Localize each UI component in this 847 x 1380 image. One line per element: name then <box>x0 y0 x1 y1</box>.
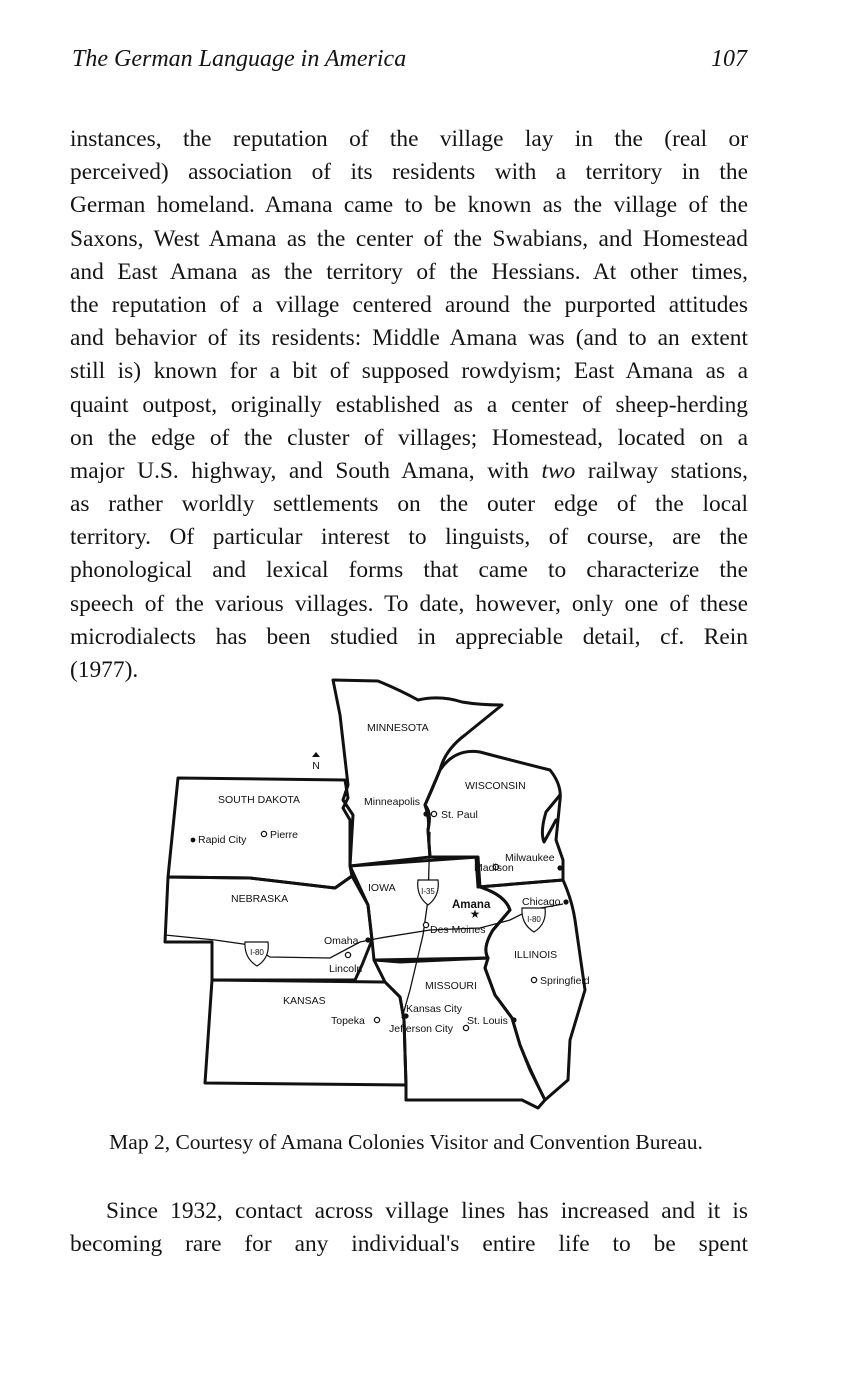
text-line: becoming rare for any individual's entire life to be spent <box>70 1231 748 1258</box>
text-line: (1977). <box>70 657 139 683</box>
north-label: N <box>312 760 320 772</box>
paragraph-2 <box>70 1195 748 1261</box>
text-line: speech of the various villages. To date, however, only one of these <box>70 590 748 617</box>
state-label: MINNESOTA <box>367 722 429 734</box>
north-arrow-icon <box>312 752 320 757</box>
state-label: IOWA <box>368 882 396 894</box>
city-label: Rapid City <box>198 834 247 846</box>
map-caption: Map 2, Courtesy of Amana Colonies Visitor and Convention Bureau. <box>109 1130 703 1154</box>
midwest-map <box>155 672 605 1117</box>
text-line: phonological and lexical forms that came to characterize the <box>70 557 748 584</box>
text-line: and East Amana as the territory of the Hessians. At other times, <box>70 258 748 285</box>
city-label: St. Louis <box>467 1015 508 1027</box>
city-label: Topeka <box>331 1015 365 1027</box>
text-line: quaint outpost, originally established as a center of sheep-herding <box>70 391 748 418</box>
city-label: Springfield <box>540 975 590 987</box>
city-label: Milwaukee <box>505 852 555 864</box>
i35-label: I-35 <box>421 887 435 896</box>
city-label: Pierre <box>270 829 299 841</box>
paragraph-1 <box>70 123 748 687</box>
i80-label-west: I-80 <box>250 948 264 957</box>
running-header <box>72 46 747 78</box>
city-label: Kansas City <box>406 1003 463 1015</box>
page-number: 107 <box>711 46 747 72</box>
text-line: on the edge of the cluster of villages; Homestead, located on a <box>70 424 748 451</box>
city-label: Des Moines <box>430 924 486 936</box>
city-label: Amana <box>452 899 491 911</box>
text-line: Saxons, West Amana as the center of the Swabians, and Homestead <box>70 225 748 252</box>
state-label: WISCONSIN <box>465 780 526 792</box>
city-label: Jefferson City <box>389 1023 453 1035</box>
i80-label-east: I-80 <box>527 915 541 924</box>
state-label: ILLINOIS <box>514 949 558 961</box>
running-title: The German Language in America <box>72 46 407 72</box>
city-label: Omaha <box>324 935 359 947</box>
text-line: microdialects has been studied in appreciable detail, cf. Rein <box>70 623 748 650</box>
text-line: major U.S. highway, and South Amana, with two railway stations, <box>70 457 748 484</box>
text-line: instances, the reputation of the village lay in the (real or <box>70 126 748 152</box>
text-line: Since 1932, contact across village lines has increased and it is <box>106 1198 748 1224</box>
state-label: SOUTH DAKOTA <box>218 794 301 806</box>
text-line: perceived) association of its residents with a territory in the <box>70 159 748 186</box>
city-label: Madison <box>474 862 514 874</box>
amana-star-icon: ★ <box>469 907 481 921</box>
text-line: still is) known for a bit of supposed rowdyism; East Amana as a <box>70 358 748 385</box>
text-line: and behavior of its residents: Middle Amana was (and to an extent <box>70 325 748 352</box>
i80-highway <box>165 904 563 958</box>
city-label: Chicago <box>522 896 561 908</box>
state-label: KANSAS <box>283 995 326 1007</box>
minnesota-border <box>333 680 502 866</box>
state-label: MISSOURI <box>425 980 477 992</box>
text-line: German homeland. Amana came to be known as the village of the <box>70 192 748 219</box>
text-line: as rather worldly settlements on the outer edge of the local <box>70 491 748 518</box>
city-label: Lincoln <box>329 963 363 975</box>
city-label: St. Paul <box>441 809 478 821</box>
city-label: Minneapolis <box>364 796 421 808</box>
state-label: NEBRASKA <box>231 893 289 905</box>
text-line: territory. Of particular interest to linguists, of course, are the <box>70 524 748 551</box>
text-line: the reputation of a village centered around the purported attitudes <box>70 291 748 318</box>
city-markers <box>191 811 569 1030</box>
